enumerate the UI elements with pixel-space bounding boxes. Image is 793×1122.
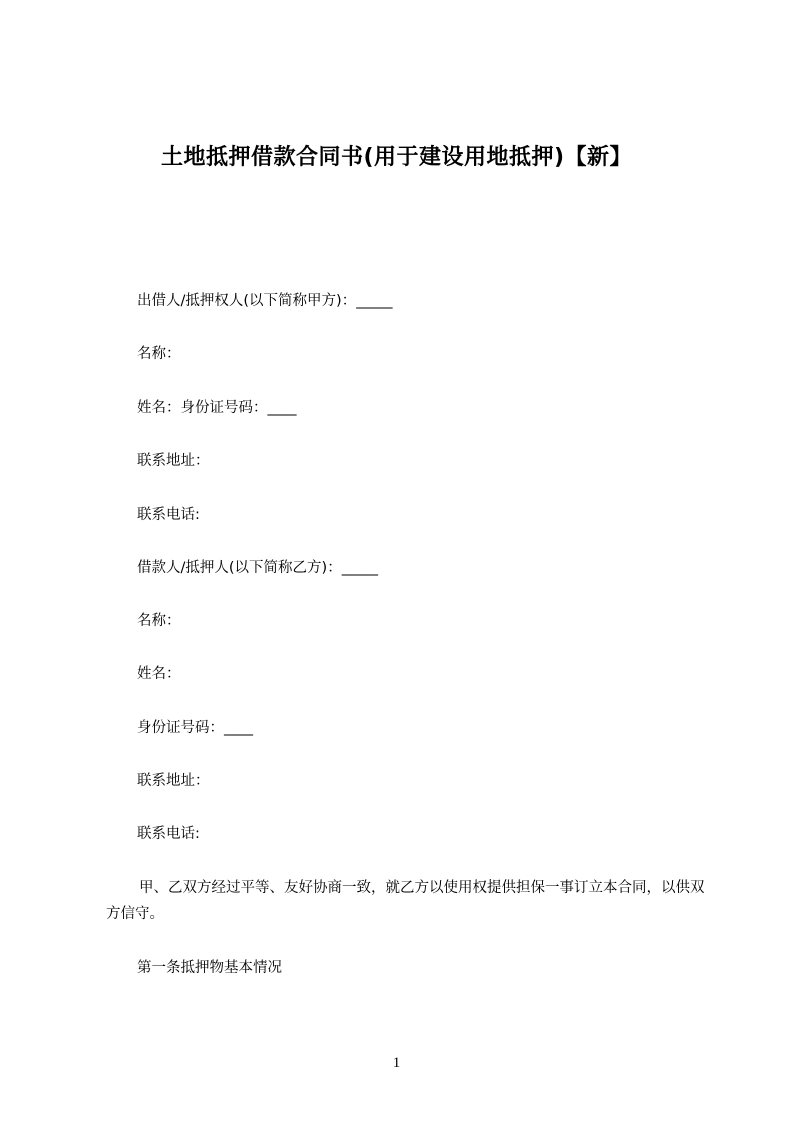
- page-number: 1: [392, 1055, 401, 1071]
- lender-phone-line: 联系电话:: [137, 507, 200, 523]
- lender-id-line: 姓名：身份证号码：____: [137, 400, 297, 416]
- lender-address-line: 联系地址：: [137, 453, 210, 469]
- borrower-id-line: 身份证号码：____: [137, 720, 253, 736]
- section-heading: 第一条抵押物基本情况: [137, 960, 282, 976]
- borrower-fullname-line: 姓名：: [137, 666, 181, 682]
- agreement-paragraph: 甲、乙双方经过平等、友好协商一致，就乙方以使用权提供担保一事订立本合同，以供双方信守。: [106, 880, 705, 922]
- borrower-phone-line: 联系电话:: [137, 826, 200, 842]
- borrower-line: 借款人/抵押人(以下简称乙方)：_____: [137, 560, 378, 576]
- lender-line: 出借人/抵押权人(以下简称甲方)：_____: [137, 293, 393, 309]
- lender-name-line: 名称：: [137, 346, 181, 362]
- borrower-address-line: 联系地址：: [137, 773, 210, 789]
- document-title: 土地抵押借款合同书(用于建设用地抵押)【新】: [160, 145, 633, 170]
- borrower-name-line: 名称：: [137, 613, 181, 629]
